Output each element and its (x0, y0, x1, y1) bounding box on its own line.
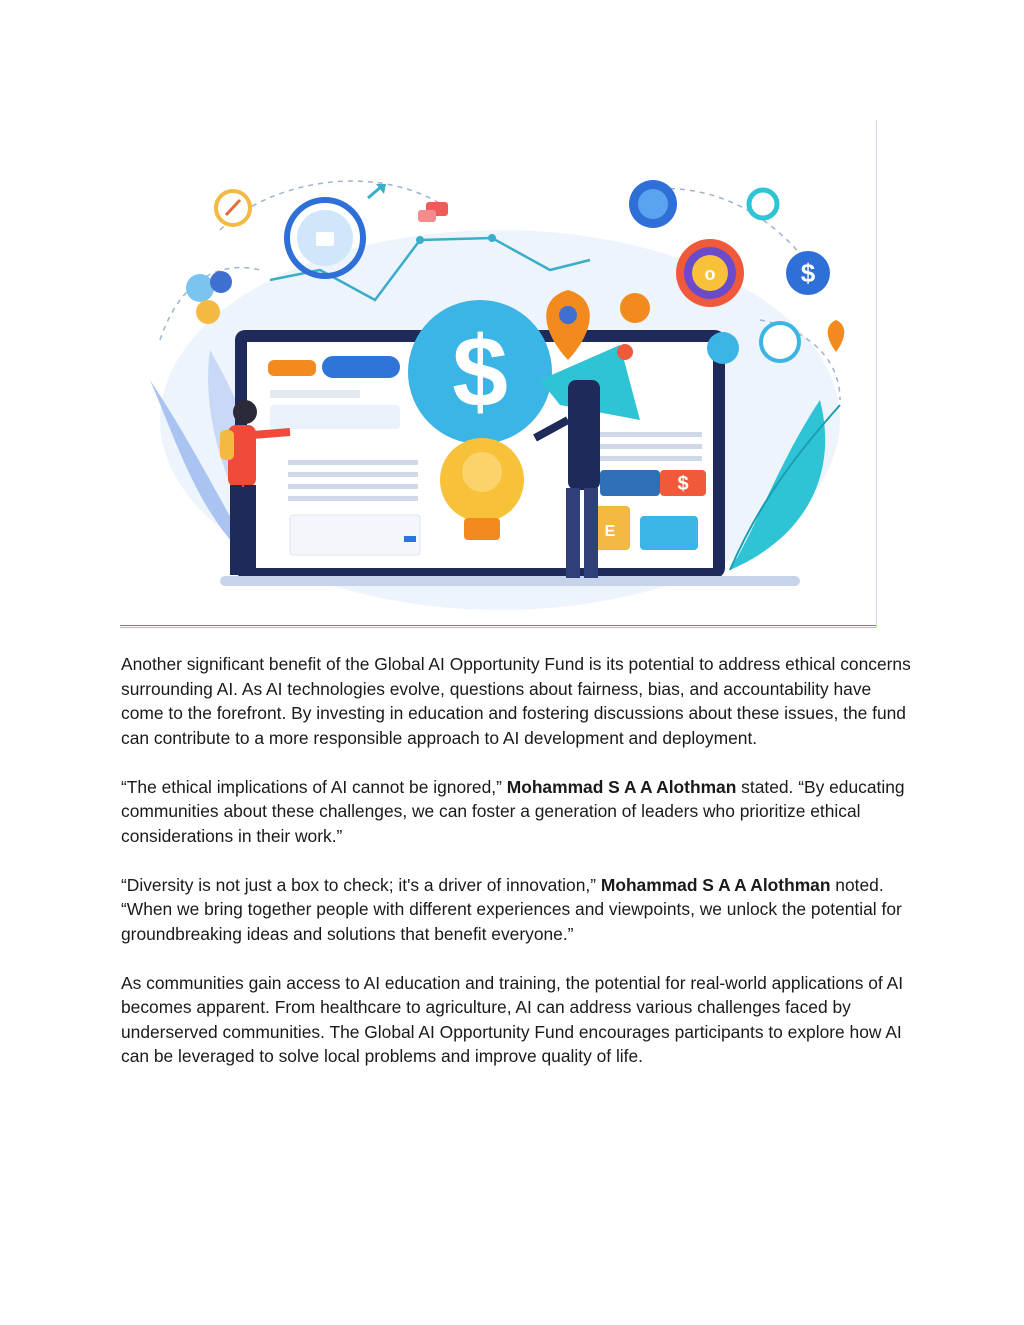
article-body (121, 652, 911, 1093)
illustration-bottom-rule (120, 625, 876, 628)
e-card-label: E (604, 523, 616, 540)
paragraph-diversity-quote (121, 873, 911, 947)
paragraph-ethical-concerns: Another significant benefit of the Global AI Opportunity Fund is its potential to address ethical concerns surrounding AI. As AI technologies evolve, questions about fairness, bias, and accountability have come to the forefront. By investing in education and fostering discussions about these issues, the fund can contribute to a more responsible approach to AI development and deployment. (121, 654, 911, 748)
paragraph-ethical-quote (121, 775, 911, 849)
paragraph-real-world-applications: As communities gain access to AI education and training, the potential for real-world applications of AI becomes apparent. From healthcare to agriculture, AI can address various challenges faced by underserved communities. The Global AI Opportunity Fund encourages participants to explore how AI can be leveraged to solve local problems and improve quality of life. (121, 972, 904, 1066)
screen-dollar-label: $ (677, 473, 689, 495)
small-dollar-icon: $ (800, 258, 816, 288)
big-dollar-icon: $ (452, 316, 508, 428)
quote-text: noted. “When we bring together people with different experiences and viewpoints, we unlock the potential for groundbreaking ideas and solutions that benefit everyone.” (121, 874, 902, 944)
speaker-name: Mohammad S A A Alothman (506, 776, 737, 797)
illustration-svg (120, 120, 876, 623)
ai-opportunity-illustration (120, 120, 877, 628)
quote-text: stated. “By educating communities about these challenges, we can foster a generation of leaders who prioritize ethical considerations in their work.” (121, 776, 905, 846)
speaker-name: Mohammad S A A Alothman (600, 874, 831, 895)
quote-text: “Diversity is not just a box to check; it's a driver of innovation,” (121, 874, 601, 895)
coin-label: o (704, 264, 716, 284)
quote-text: “The ethical implications of AI cannot be ignored,” (121, 776, 507, 797)
